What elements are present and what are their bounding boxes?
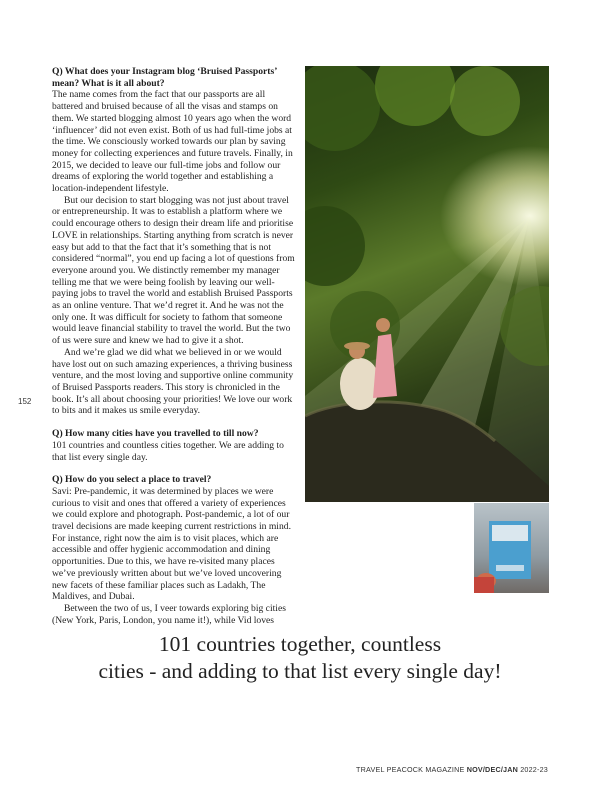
question-cities-travelled: Q) How many cities have you travelled to till now? — [52, 428, 259, 440]
book-in-hand-photo — [474, 503, 549, 593]
page-number: 152 — [18, 397, 32, 406]
pull-quote — [60, 631, 540, 685]
footer-magazine-name: TRAVEL PEACOCK MAGAZINE — [356, 765, 465, 774]
answer-paragraph-4: Between the two of us, I veer towards exploring big cities (New York, Paris, London, you name it!), while Vid loves — [52, 602, 286, 626]
answer-select-place: Savi: Pre-pandemic, it was determined by places we were curious to visit and ones that offered a variety of experiences we could explore and photograph. Post-pandemic, a lot of our travel decisions are made keeping current restrictions in mind. For instance, right now the aim is to visit places, which are accessible and offer hygienic accommodation and dining opportunities. Due to this, we have re-visited many places we’ve previously written about but we’ve loved uncovering new facets of these familiar places such as Ladakh, The Maldives, and Dubai. — [52, 485, 291, 603]
forest-photo-illustration — [305, 66, 549, 502]
pull-quote-line-2: cities - and adding to that list every single day! — [98, 659, 502, 683]
answer-paragraph-2: But our decision to start blogging was not just about travel or entrepreneurship. It was to establish a platform where we could encourage others to design their dream life and prioritise LOVE in relationships. Starting anything from scratch is never easy but add to that the fact that it’s something that is not considered “normal”, you end up facing a lot of questions from everyone around you. We distinctly remember my manager telling me that we were being foolish by leaving our well-paying jobs to travel the world and establish Bruised Passports as an online venture. That we’d regret it. And he was not the only one. It was difficult for society to fathom that someone would leave financial stability to travel the world. But the two of us were sure and knew we had to give it a shot. — [52, 194, 295, 347]
pull-quote-line-1: 101 countries together, countless — [158, 632, 442, 656]
forest-couple-photo — [305, 66, 549, 502]
answer-cities-travelled: 101 countries and countless cities together. We are adding to that list every single day. — [52, 439, 284, 463]
answer-paragraph-3: And we’re glad we did what we believed in or we would have lost out on such amazing experiences, a thriving business venture, and the most loving and supportive online community of Bruised Passports readers. This story is chronicled in the book. It’s all about choosing your priorities! We love our work to bits and it makes us smile everyday. — [52, 346, 294, 417]
magazine-footer — [356, 765, 548, 774]
footer-year: 2022-23 — [520, 765, 548, 774]
question-instagram-blog: Q) What does your Instagram blog ‘Bruised Passports’ mean? What is it all about? — [52, 66, 277, 89]
article-text-column — [52, 66, 296, 626]
answer-paragraph-1: The name comes from the fact that our passports are all battered and bruised because of all the visas and stamps on them. We started blogging almost 10 years ago when the word ‘influencer’ did not even exist. Both of us had full-time jobs at the time. We consciously worked towards our plan by saving money for collecting experiences and future travels. Finally, in 2015, we decided to leave our full-time jobs and follow our dreams of exploring the world together and establishing a location-independent lifestyle. — [52, 89, 293, 195]
footer-issue: NOV/DEC/JAN — [466, 765, 519, 774]
question-select-place: Q) How do you select a place to travel? — [52, 474, 212, 486]
book-photo-illustration — [474, 503, 549, 593]
